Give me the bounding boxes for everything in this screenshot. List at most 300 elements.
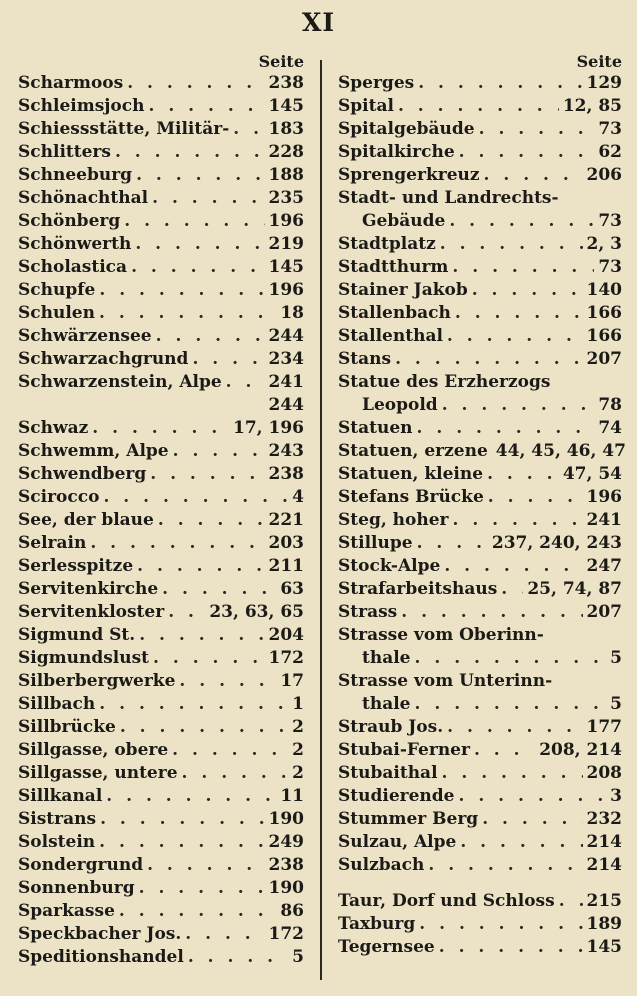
dot-leader [115, 141, 265, 164]
index-entry [338, 601, 622, 624]
dot-leader [148, 95, 264, 118]
index-term: Sparkasse [18, 901, 115, 921]
dot-leader [459, 785, 607, 808]
index-term: Spital [338, 96, 394, 116]
index-term: Taxburg [338, 914, 416, 934]
dot-leader [173, 440, 265, 463]
dot-leader [455, 302, 583, 325]
index-entry [338, 463, 622, 486]
page-reference: 44, 45, 46, 47 [495, 441, 626, 461]
index-entry [18, 141, 304, 164]
dot-leader [488, 486, 583, 509]
index-entry [18, 72, 304, 95]
page-reference: 207 [586, 349, 622, 369]
index-term: Strass [338, 602, 398, 622]
index-entry [338, 256, 622, 279]
page-reference: 238 [268, 464, 304, 484]
page-reference: 166 [586, 303, 622, 323]
dot-leader [415, 693, 607, 716]
dot-leader [440, 233, 583, 256]
index-term: Selrain [18, 533, 87, 553]
dot-leader [99, 302, 276, 325]
index-entry [338, 913, 622, 936]
index-entry [338, 624, 622, 647]
page-reference: 62 [598, 142, 622, 162]
page-reference: 214 [586, 855, 622, 875]
dot-leader [395, 348, 582, 371]
page-reference: 196 [268, 280, 304, 300]
index-entry [18, 279, 304, 302]
dot-leader [460, 831, 582, 854]
dot-leader [188, 946, 288, 969]
index-term: Sillbach [18, 694, 96, 714]
index-entry [18, 463, 304, 486]
index-entry [18, 739, 304, 762]
dot-leader [135, 233, 264, 256]
dot-leader [150, 463, 264, 486]
page-reference: 228 [268, 142, 304, 162]
index-term: Schupfe [18, 280, 96, 300]
index-term: Sprengerkreuz [338, 165, 480, 185]
index-entry [338, 670, 622, 693]
index-term: Sonnenburg [18, 878, 135, 898]
index-term: Schiessstätte, Militär- [18, 119, 230, 139]
page-reference: 237, 240, 243 [491, 533, 622, 553]
index-entry [18, 831, 304, 854]
index-column-right [338, 52, 626, 959]
index-term: Speditionshandel [18, 947, 184, 967]
index-term: Schlitters [18, 142, 111, 162]
index-entry [338, 831, 622, 854]
index-entry [338, 210, 622, 233]
index-term: Speckbacher Jos. [18, 924, 182, 944]
index-entry [18, 118, 304, 141]
index-entry [338, 164, 622, 187]
index-term: Stummer Berg [338, 809, 479, 829]
index-entry [18, 95, 304, 118]
index-entry [338, 325, 622, 348]
index-entry [18, 877, 304, 900]
index-entry [18, 716, 304, 739]
dot-leader [501, 578, 523, 601]
index-entry [338, 302, 622, 325]
dot-leader [139, 624, 264, 647]
index-entry [18, 762, 304, 785]
page-reference: 12, 85 [562, 96, 622, 116]
dot-leader [419, 913, 582, 936]
index-entry [338, 233, 622, 256]
page-reference: 47, 54 [562, 464, 622, 484]
index-entry [18, 532, 304, 555]
page-reference: 73 [598, 211, 622, 231]
dot-leader [152, 187, 264, 210]
index-term: Spitalgebäude [338, 119, 475, 139]
dot-leader [418, 72, 582, 95]
index-term: Sillkanal [18, 786, 103, 806]
dot-leader [472, 279, 583, 302]
page-reference: 78 [598, 395, 622, 415]
dot-leader [479, 118, 595, 141]
dot-leader [139, 877, 265, 900]
page-reference: 208, 214 [539, 740, 622, 760]
dot-leader [482, 808, 582, 831]
page-reference: 145 [268, 96, 304, 116]
index-term: Serlesspitze [18, 556, 134, 576]
index-term: Stans [338, 349, 392, 369]
dot-leader [158, 509, 265, 532]
index-term: Statue des Erzherzogs [338, 372, 551, 392]
page-reference: 208 [586, 763, 622, 783]
dot-leader [156, 325, 265, 348]
page-reference: 244 [268, 326, 304, 346]
page-reference: 249 [268, 832, 304, 852]
dot-leader [182, 762, 289, 785]
index-entry [338, 716, 622, 739]
dot-leader [444, 555, 582, 578]
index-term: Stock-Alpe [338, 556, 441, 576]
index-entry [338, 371, 622, 394]
page-reference: 1 [292, 694, 304, 714]
index-term: Schönwerth [18, 234, 132, 254]
index-entry [338, 785, 622, 808]
index-entry [18, 302, 304, 325]
dot-leader [127, 72, 264, 95]
index-term: Scirocco [18, 487, 100, 507]
index-term: Stillupe [338, 533, 413, 553]
index-term: Studierende [338, 786, 455, 806]
dot-leader [162, 578, 276, 601]
index-term: Statuen, kleine [338, 464, 484, 484]
page-reference: 73 [598, 119, 622, 139]
page-reference: 177 [586, 717, 622, 737]
index-entry [338, 890, 622, 913]
dot-leader [99, 693, 288, 716]
page-reference: 241 [586, 510, 622, 530]
dot-leader [449, 210, 594, 233]
index-term: Stadt- und Landrechts- [338, 188, 559, 208]
page-reference: 86 [280, 901, 304, 921]
index-term: Schwarzachgrund [18, 349, 189, 369]
column-heading: Seite [576, 52, 622, 71]
page-reference: 5 [610, 648, 622, 668]
page-reference: 235 [268, 188, 304, 208]
index-entry [18, 233, 304, 256]
index-term: Strafarbeitshaus [338, 579, 498, 599]
index-term: Tegernsee [338, 937, 435, 957]
index-entry [18, 348, 304, 371]
index-term: See, der blaue [18, 510, 154, 530]
index-term: Steg, hoher [338, 510, 449, 530]
index-term: thale [362, 648, 411, 668]
index-term: Schulen [18, 303, 95, 323]
index-entry [18, 601, 304, 624]
index-term: Silberbergwerke [18, 671, 176, 691]
index-term: Sillgasse, obere [18, 740, 169, 760]
dot-leader [131, 256, 264, 279]
index-term: Spitalkirche [338, 142, 455, 162]
index-entry [18, 509, 304, 532]
dot-leader [192, 348, 264, 371]
index-term: Scharmoos [18, 73, 124, 93]
dot-leader [185, 923, 264, 946]
page-reference: 17, 196 [233, 418, 304, 438]
dot-leader [233, 118, 264, 141]
page-reference: 189 [586, 914, 622, 934]
page-reference: 188 [268, 165, 304, 185]
page-reference: 2 [292, 763, 304, 783]
index-term: Sillbrücke [18, 717, 116, 737]
index-entry [338, 693, 622, 716]
page-reference: 238 [268, 73, 304, 93]
dot-leader [120, 716, 288, 739]
index-term: Schwaz [18, 418, 89, 438]
dot-leader [442, 762, 583, 785]
dot-leader [428, 854, 582, 877]
page-reference: 241 [268, 372, 304, 392]
index-entry [18, 440, 304, 463]
page-reference: 25, 74, 87 [527, 579, 622, 599]
index-term: Stadtthurm [338, 257, 449, 277]
dot-leader [453, 509, 583, 532]
page-reference: 214 [586, 832, 622, 852]
dot-leader [417, 417, 595, 440]
page-reference: 23, 63, 65 [209, 602, 304, 622]
index-term: Schneeburg [18, 165, 133, 185]
index-entry [338, 762, 622, 785]
page-reference: 196 [268, 211, 304, 231]
index-term: Statuen, erzene [338, 441, 488, 461]
page-reference: 18 [280, 303, 304, 323]
dot-leader [179, 670, 276, 693]
page-reference: 5 [610, 694, 622, 714]
index-term: Schönberg [18, 211, 121, 231]
index-entry [18, 808, 304, 831]
page-reference: 206 [586, 165, 622, 185]
index-entry [338, 187, 622, 210]
index-entry [338, 72, 622, 95]
index-term: Sigmundslust [18, 648, 150, 668]
index-entry [18, 256, 304, 279]
page-number: XI [301, 8, 336, 37]
index-entry [338, 394, 622, 417]
index-entry [18, 417, 304, 440]
page-reference: 247 [586, 556, 622, 576]
page-reference: 17 [280, 671, 304, 691]
index-entry [338, 279, 622, 302]
page-reference: 221 [268, 510, 304, 530]
index-entry [18, 670, 304, 693]
index-term: Statuen [338, 418, 413, 438]
page-reference: 129 [586, 73, 622, 93]
dot-leader [172, 739, 288, 762]
index-term: Sondergrund [18, 855, 144, 875]
index-entry [338, 532, 622, 555]
page-reference: 238 [268, 855, 304, 875]
page-reference: 74 [598, 418, 622, 438]
column-heading: Seite [258, 52, 304, 71]
index-term: Schwärzensee [18, 326, 152, 346]
index-term: Stainer Jakob [338, 280, 468, 300]
index-entry [18, 647, 304, 670]
page-reference: 5 [292, 947, 304, 967]
page-reference: 232 [586, 809, 622, 829]
dot-leader [168, 601, 205, 624]
page-reference: 145 [586, 937, 622, 957]
page-reference: 234 [268, 349, 304, 369]
index-entry [338, 118, 622, 141]
page-reference: 166 [586, 326, 622, 346]
index-term: Scholastica [18, 257, 128, 277]
index-term: Straub Jos. [338, 717, 444, 737]
dot-leader [439, 936, 583, 959]
page-reference: 204 [268, 625, 304, 645]
index-entry [338, 348, 622, 371]
page-reference: 140 [586, 280, 622, 300]
index-term: Strasse vom Unterinn- [338, 671, 553, 691]
dot-leader [401, 601, 582, 624]
index-term: Stubaithal [338, 763, 438, 783]
index-term: Servitenkloster [18, 602, 165, 622]
index-entry [18, 785, 304, 808]
page-reference: 215 [586, 891, 622, 911]
dot-leader [398, 95, 559, 118]
dot-leader [474, 739, 535, 762]
page-reference: 2, 3 [586, 234, 622, 254]
index-entry [18, 693, 304, 716]
dot-leader [90, 532, 264, 555]
index-entry [18, 624, 304, 647]
page-reference: 243 [268, 441, 304, 461]
index-entry [338, 739, 622, 762]
index-term: Stefans Brücke [338, 487, 484, 507]
index-term: Servitenkirche [18, 579, 159, 599]
page-reference: 190 [268, 809, 304, 829]
dot-leader [99, 279, 264, 302]
index-term: Stadtplatz [338, 234, 436, 254]
dot-leader [452, 256, 594, 279]
index-entry [338, 854, 622, 877]
page-reference: 2 [292, 740, 304, 760]
page-reference: 203 [268, 533, 304, 553]
dot-leader [447, 325, 583, 348]
index-term: Sigmund St. [18, 625, 136, 645]
page-reference: 3 [610, 786, 622, 806]
index-term: Schwendberg [18, 464, 147, 484]
index-term: Solstein [18, 832, 96, 852]
index-column-left [18, 52, 304, 969]
index-entry [338, 578, 622, 601]
index-entry [18, 371, 304, 394]
index-entry [338, 877, 622, 890]
dot-leader [137, 555, 264, 578]
dot-leader [99, 831, 264, 854]
page-reference: 172 [268, 924, 304, 944]
page-reference: 211 [268, 556, 304, 576]
index-term: Schwemm, Alpe [18, 441, 169, 461]
page-reference: 11 [280, 786, 304, 806]
dot-leader [417, 532, 488, 555]
page-reference: 63 [280, 579, 304, 599]
dot-leader [226, 371, 265, 394]
page-reference: 244 [268, 395, 304, 415]
index-entry [18, 164, 304, 187]
dot-leader [559, 890, 583, 913]
dot-leader [147, 854, 264, 877]
index-entry [338, 509, 622, 532]
page-reference: 145 [268, 257, 304, 277]
index-term: Stallenbach [338, 303, 451, 323]
index-entry [18, 854, 304, 877]
page-reference: 2 [292, 717, 304, 737]
index-term: Schönachthal [18, 188, 149, 208]
index-term: Sillgasse, untere [18, 763, 178, 783]
index-term: thale [362, 694, 411, 714]
index-entry [18, 555, 304, 578]
index-term: Stubai-Ferner [338, 740, 470, 760]
dot-leader [484, 164, 583, 187]
index-entry [338, 486, 622, 509]
index-term: Sistrans [18, 809, 97, 829]
index-term: Sperges [338, 73, 415, 93]
index-entry [338, 440, 626, 463]
page-reference: 207 [586, 602, 622, 622]
index-term: Sulzbach [338, 855, 425, 875]
index-entry [338, 555, 622, 578]
dot-leader [103, 486, 288, 509]
index-term: Stallenthal [338, 326, 443, 346]
dot-leader [487, 463, 559, 486]
dot-leader [106, 785, 276, 808]
index-entry [18, 900, 304, 923]
dot-leader [442, 394, 595, 417]
page-reference: 219 [268, 234, 304, 254]
dot-leader [136, 164, 264, 187]
index-entry [338, 417, 622, 440]
index-term: Gebäude [362, 211, 446, 231]
index-entry [18, 187, 304, 210]
index-entry [18, 325, 304, 348]
dot-leader [415, 647, 607, 670]
index-term: Taur, Dorf und Schloss [338, 891, 555, 911]
index-term: Sulzau, Alpe [338, 832, 457, 852]
index-entry [18, 946, 304, 969]
index-entry [338, 936, 622, 959]
index-entry [18, 923, 304, 946]
page-reference: 183 [268, 119, 304, 139]
index-entry [338, 647, 622, 670]
index-term: Schleimsjoch [18, 96, 145, 116]
index-term: Strasse vom Oberinn- [338, 625, 544, 645]
page-reference: 190 [268, 878, 304, 898]
index-term: Leopold [362, 395, 438, 415]
column-divider [320, 60, 322, 980]
page-reference: 172 [268, 648, 304, 668]
dot-leader [119, 900, 276, 923]
dot-leader [153, 647, 264, 670]
dot-leader [447, 716, 582, 739]
page-reference: 73 [598, 257, 622, 277]
index-entry [338, 141, 622, 164]
index-entry [18, 210, 304, 233]
index-entry [18, 394, 304, 417]
index-term: Schwarzenstein, Alpe [18, 372, 222, 392]
page-reference: 196 [586, 487, 622, 507]
index-entry [18, 578, 304, 601]
index-entry [338, 95, 622, 118]
dot-leader [124, 210, 264, 233]
dot-leader [100, 808, 264, 831]
index-entry [338, 808, 622, 831]
